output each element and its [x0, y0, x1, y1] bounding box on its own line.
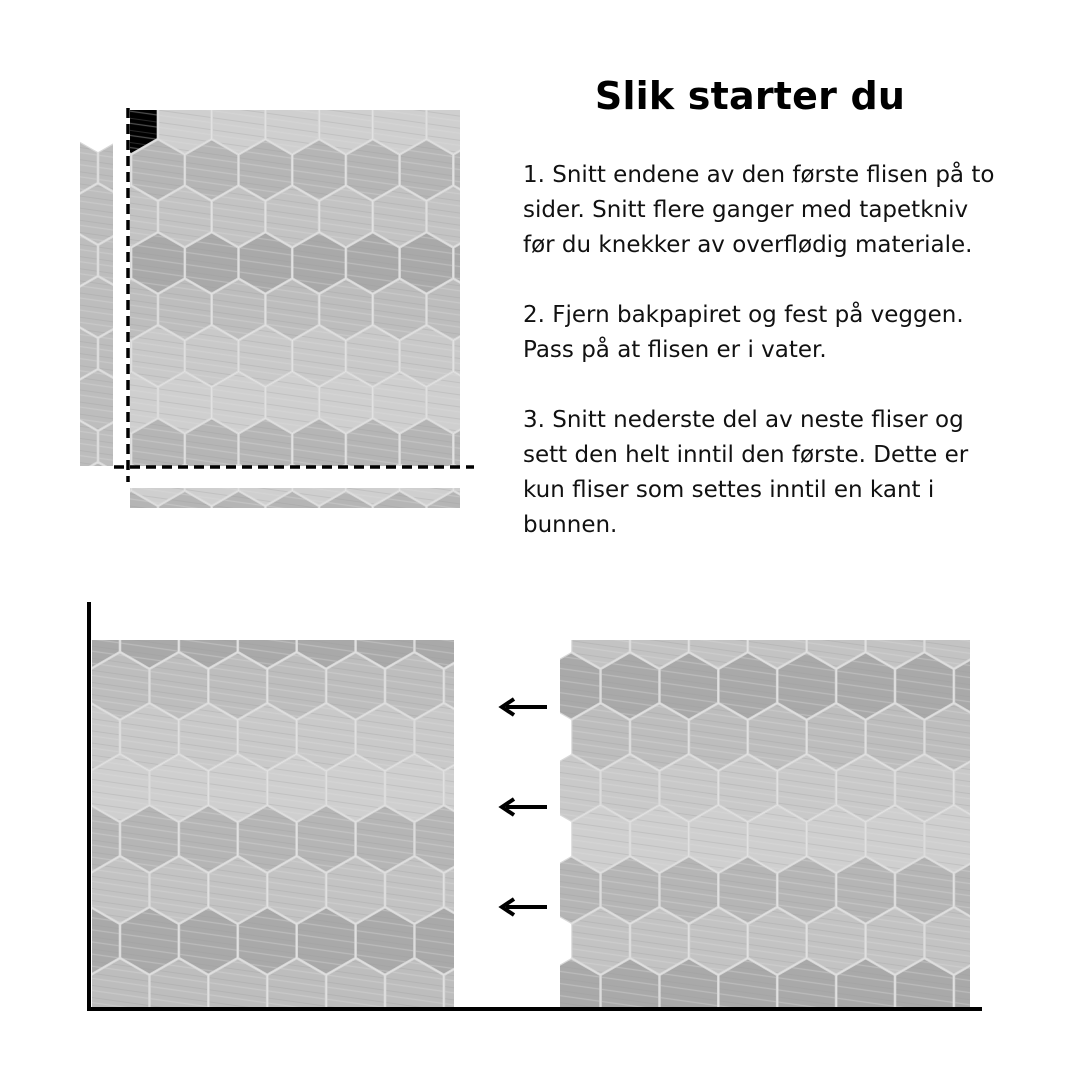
hex-tile-texture — [19, 371, 70, 430]
hex-tile-texture — [159, 94, 210, 153]
hex-tile-texture — [294, 141, 345, 200]
hex-tile — [481, 93, 533, 153]
hex-tile — [454, 445, 506, 505]
hex-tile-texture — [106, 280, 157, 339]
hex-tile-texture — [482, 187, 533, 246]
hex-tile — [474, 602, 532, 668]
hex-tile-texture — [374, 492, 425, 551]
hex-tile-texture — [320, 492, 371, 551]
hex-tile-texture — [985, 807, 1041, 872]
hex-tile-texture — [33, 654, 89, 719]
hex-tile — [984, 806, 1042, 872]
hex-tile — [481, 279, 533, 339]
hex-tile-texture — [240, 327, 291, 386]
hex-tile — [984, 908, 1042, 974]
hex-tile — [984, 602, 1042, 668]
hex-tile-texture — [240, 420, 291, 479]
tile-sheet-installed — [32, 602, 531, 1025]
hex-tile-texture — [320, 373, 371, 432]
step-text-line: 3. Snitt nederste del av neste fliser og — [523, 407, 964, 433]
hex-tile-texture — [267, 492, 318, 551]
hex-tile — [481, 465, 533, 525]
hex-tile-texture — [475, 705, 531, 770]
step-text-line: sider. Snitt flere ganger med tapetkniv — [523, 197, 969, 223]
hex-tile — [454, 140, 506, 200]
hex-tile-texture — [133, 234, 184, 293]
hex-tile — [984, 704, 1042, 770]
hex-tile-texture — [159, 373, 210, 432]
hex-tile — [481, 372, 533, 432]
tile-sheet-top — [78, 93, 533, 525]
hex-tile-texture — [267, 187, 318, 246]
hex-tile-texture — [106, 94, 157, 153]
hex-tile-texture — [347, 141, 398, 200]
hex-tile — [481, 398, 533, 458]
step-text-line: Pass på at flisen er i vater. — [523, 337, 827, 363]
hex-tile-texture — [482, 492, 533, 551]
hex-tile-texture — [985, 705, 1041, 770]
hex-tile — [18, 277, 70, 337]
hex-tile — [18, 463, 70, 523]
hex-tile — [474, 806, 532, 872]
hex-tile-texture — [347, 327, 398, 386]
hex-tile-texture — [159, 187, 210, 246]
hex-tile-texture — [33, 858, 89, 923]
hex-tile-texture — [475, 603, 531, 668]
hex-tile-texture — [19, 464, 70, 523]
hex-tile — [454, 326, 506, 386]
hex-tile-texture — [240, 141, 291, 200]
hex-tile-texture — [240, 234, 291, 293]
hex-tile-texture — [482, 280, 533, 339]
step-text-line: 2. Fjern bakpapiret og fest på veggen. — [523, 302, 964, 328]
step-text-line: bunnen. — [523, 512, 618, 538]
hex-tile-texture — [294, 234, 345, 293]
hex-tile-texture — [347, 234, 398, 293]
hex-tile-texture — [213, 373, 264, 432]
hex-tile-texture — [213, 492, 264, 551]
step-text-line: 1. Snitt endene av den første flisen på to — [523, 162, 995, 188]
hex-tile-texture — [347, 420, 398, 479]
hex-tile-texture — [482, 399, 533, 458]
hex-tile — [481, 186, 533, 246]
hex-tile-texture — [267, 373, 318, 432]
hex-tile-texture — [455, 420, 506, 479]
hex-tile-texture — [19, 278, 70, 337]
page-title: Slik starter du — [594, 74, 906, 118]
hex-tile — [481, 491, 533, 551]
hex-tile-texture — [106, 187, 157, 246]
hex-tile-texture — [374, 280, 425, 339]
hex-tile-texture — [73, 464, 124, 523]
hex-tile-texture — [401, 420, 452, 479]
tile-sheet-next — [542, 602, 1041, 1025]
hex-tile-texture — [33, 960, 89, 1025]
hex-tile-texture — [106, 373, 157, 432]
hex-tile — [18, 370, 70, 430]
hex-tile-texture — [985, 909, 1041, 974]
step-text-line: før du knekker av overflødig materiale. — [523, 232, 973, 258]
hex-tile-texture — [159, 280, 210, 339]
step-text-line: sett den helt inntil den første. Dette er — [523, 442, 969, 468]
hex-tile — [18, 184, 70, 244]
hex-tile — [32, 755, 90, 821]
hex-tile-texture — [428, 373, 479, 432]
hex-tile-texture — [133, 420, 184, 479]
hex-tile-texture — [482, 466, 533, 525]
hex-tile-texture — [186, 327, 237, 386]
arrow-left-icon — [502, 699, 547, 715]
hex-tile-texture — [267, 94, 318, 153]
hex-tile-texture — [46, 138, 97, 197]
hex-tile-texture — [455, 446, 506, 505]
hex-tile-texture — [213, 94, 264, 153]
hex-tile-texture — [320, 187, 371, 246]
hex-tile-texture — [213, 280, 264, 339]
hex-tile-texture — [455, 234, 506, 293]
hex-tile-texture — [46, 324, 97, 383]
hex-tile-texture — [133, 327, 184, 386]
hex-tile-texture — [106, 492, 157, 551]
hex-tile-texture — [475, 909, 531, 974]
hex-tile-texture — [159, 492, 210, 551]
hex-tile-texture — [186, 141, 237, 200]
hex-tile-texture — [73, 185, 124, 244]
hex-tile-texture — [475, 807, 531, 872]
hex-tile-texture — [985, 603, 1041, 668]
hex-tile-texture — [374, 373, 425, 432]
hex-tile — [32, 653, 90, 719]
hex-tile-texture — [19, 185, 70, 244]
hex-tile-texture — [428, 187, 479, 246]
hex-tile-texture — [294, 327, 345, 386]
hex-tile-texture — [186, 420, 237, 479]
hex-tile — [474, 908, 532, 974]
hex-tile-texture — [46, 417, 97, 476]
hex-tile — [454, 419, 506, 479]
hex-tile-texture — [133, 141, 184, 200]
hex-tile-texture — [401, 234, 452, 293]
arrow-left-icon — [502, 899, 547, 915]
hex-tile-texture — [294, 420, 345, 479]
hex-tile-texture — [186, 234, 237, 293]
hex-tile-texture — [401, 327, 452, 386]
hex-tile-texture — [374, 187, 425, 246]
arrow-left-icon — [502, 799, 547, 815]
hex-tile-texture — [455, 327, 506, 386]
hex-tile-texture — [428, 492, 479, 551]
hex-tile-texture — [213, 187, 264, 246]
hex-tile — [474, 704, 532, 770]
hex-tile-texture — [320, 280, 371, 339]
hex-tile — [32, 959, 90, 1025]
hex-tile-texture — [482, 94, 533, 153]
hex-tile-texture — [46, 231, 97, 290]
hex-tile — [454, 233, 506, 293]
hex-tile — [72, 463, 124, 523]
hex-tile-texture — [455, 141, 506, 200]
hex-tile-texture — [482, 373, 533, 432]
hex-tile-texture — [267, 280, 318, 339]
hex-tile-texture — [401, 141, 452, 200]
hex-tile-texture — [33, 756, 89, 821]
hex-tile-texture — [374, 94, 425, 153]
hex-tile-texture — [73, 371, 124, 430]
hex-tile-texture — [428, 280, 479, 339]
hex-tile-texture — [320, 94, 371, 153]
hex-tile-texture — [428, 94, 479, 153]
hex-tile-texture — [73, 278, 124, 337]
step-text-line: kun fliser som settes inntil en kant i — [523, 477, 935, 503]
hex-tile — [32, 857, 90, 923]
